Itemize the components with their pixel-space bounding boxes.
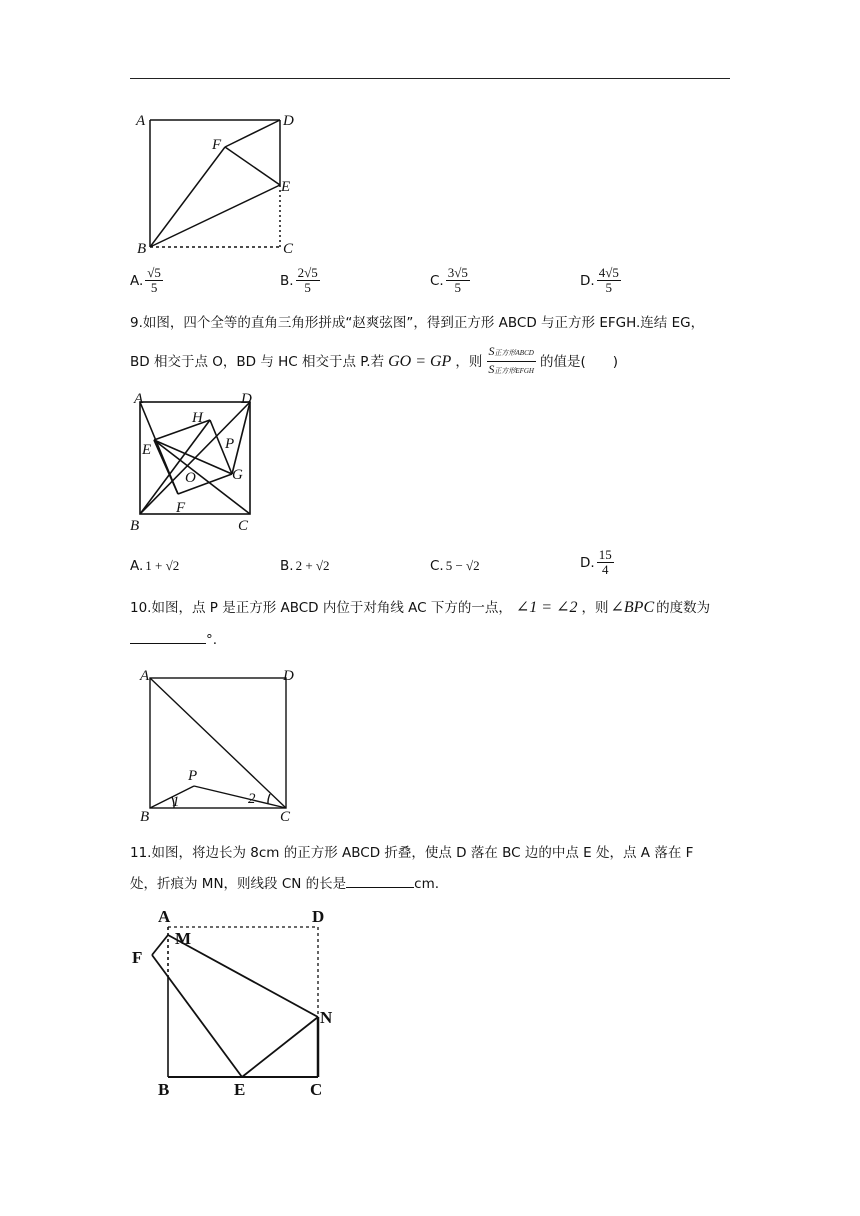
label-B: B	[158, 1080, 170, 1099]
figure-q9	[128, 390, 278, 535]
fraction: $\frac{15}{4}$	[598, 547, 612, 577]
q9-option-d[interactable]: D. $\frac{15}{4}$	[580, 547, 612, 577]
label-D: D	[283, 113, 294, 129]
label-angle-2: 2	[248, 791, 256, 807]
label-P: P	[188, 768, 198, 784]
q9-line1: 9.如图，四个全等的直角三角形拼成“赵爽弦图”，得到正方形 ABCD 与正方形 EFGH.连结 EG，	[130, 315, 705, 331]
header-rule	[130, 78, 730, 79]
figure-q11	[128, 905, 348, 1100]
q8-option-d[interactable]: D. $\frac{4√5}{5}$	[580, 265, 619, 295]
label-M: M	[175, 929, 192, 948]
label-D: D	[283, 668, 294, 684]
fraction: $\frac{3√5}{5}$	[447, 265, 468, 295]
label-P: P	[225, 436, 235, 452]
q10-line1: 10.如图，点 P 是正方形 ABCD 内位于对角线 AC 下方的一点， ∠1 = ∠2 ，则 ∠BPC 的度数为	[130, 599, 711, 616]
label-B: B	[140, 809, 150, 824]
answer-blank[interactable]	[346, 887, 414, 888]
label-H: H	[192, 410, 203, 426]
q8-option-a[interactable]: A. $\frac{√5}{5}$	[130, 265, 161, 295]
fraction: $\frac{√5}{5}$	[147, 265, 161, 295]
label-angle-1: 1	[172, 794, 180, 810]
label-B: B	[130, 518, 140, 534]
fraction: $\frac{4√5}{5}$	[598, 265, 619, 295]
label-E: E	[234, 1080, 246, 1099]
answer-blank[interactable]	[130, 643, 206, 644]
label-D: D	[312, 907, 325, 926]
label-C: C	[283, 241, 294, 257]
label-O: O	[185, 470, 196, 486]
area-ratio: $\frac{\text{S正方形ABCD}}{\text{S正方形EFGH}}$	[488, 344, 534, 376]
label-E: E	[281, 179, 291, 195]
q9-option-b[interactable]: B. 2 + √2	[280, 558, 330, 574]
figure-q8	[130, 105, 310, 260]
label-D: D	[241, 391, 252, 407]
figure-q10	[134, 664, 304, 824]
q11-line2: 处，折痕为 MN，则线段 CN 的长是 cm.	[130, 876, 440, 892]
q9-option-a[interactable]: A. 1 + √2	[130, 558, 180, 574]
label-E: E	[142, 442, 152, 458]
q9-option-c[interactable]: C. 5 − √2	[430, 558, 480, 574]
label-C: C	[238, 518, 249, 534]
label-F: F	[132, 948, 143, 967]
label-F: F	[212, 137, 222, 153]
label-C: C	[310, 1080, 323, 1099]
label-A: A	[136, 113, 146, 129]
label-G: G	[232, 467, 243, 483]
q8-option-c[interactable]: C. $\frac{3√5}{5}$	[430, 265, 468, 295]
q11-line1: 11.如图，将边长为 8cm 的正方形 ABCD 折叠，使点 D 落在 BC 边的中点 E 处，点 A 落在 F	[130, 845, 694, 861]
label-A: A	[140, 668, 150, 684]
label-B: B	[137, 241, 147, 257]
label-F: F	[176, 500, 186, 516]
q10-line2: °.	[130, 630, 217, 650]
label-N: N	[320, 1008, 333, 1027]
label-C: C	[280, 809, 291, 824]
fraction: $\frac{2√5}{5}$	[297, 265, 318, 295]
q9-line2: BD 相交于点 O，BD 与 HC 相交于点 P.若 GO = GP ，则 $\frac{\text{S正方形ABCD}}{\text{S正方形EFGH}}$ 的值是( )	[130, 344, 618, 379]
label-A: A	[134, 391, 144, 407]
q8-option-b[interactable]: B. $\frac{2√5}{5}$	[280, 265, 318, 295]
label-A: A	[158, 907, 171, 926]
